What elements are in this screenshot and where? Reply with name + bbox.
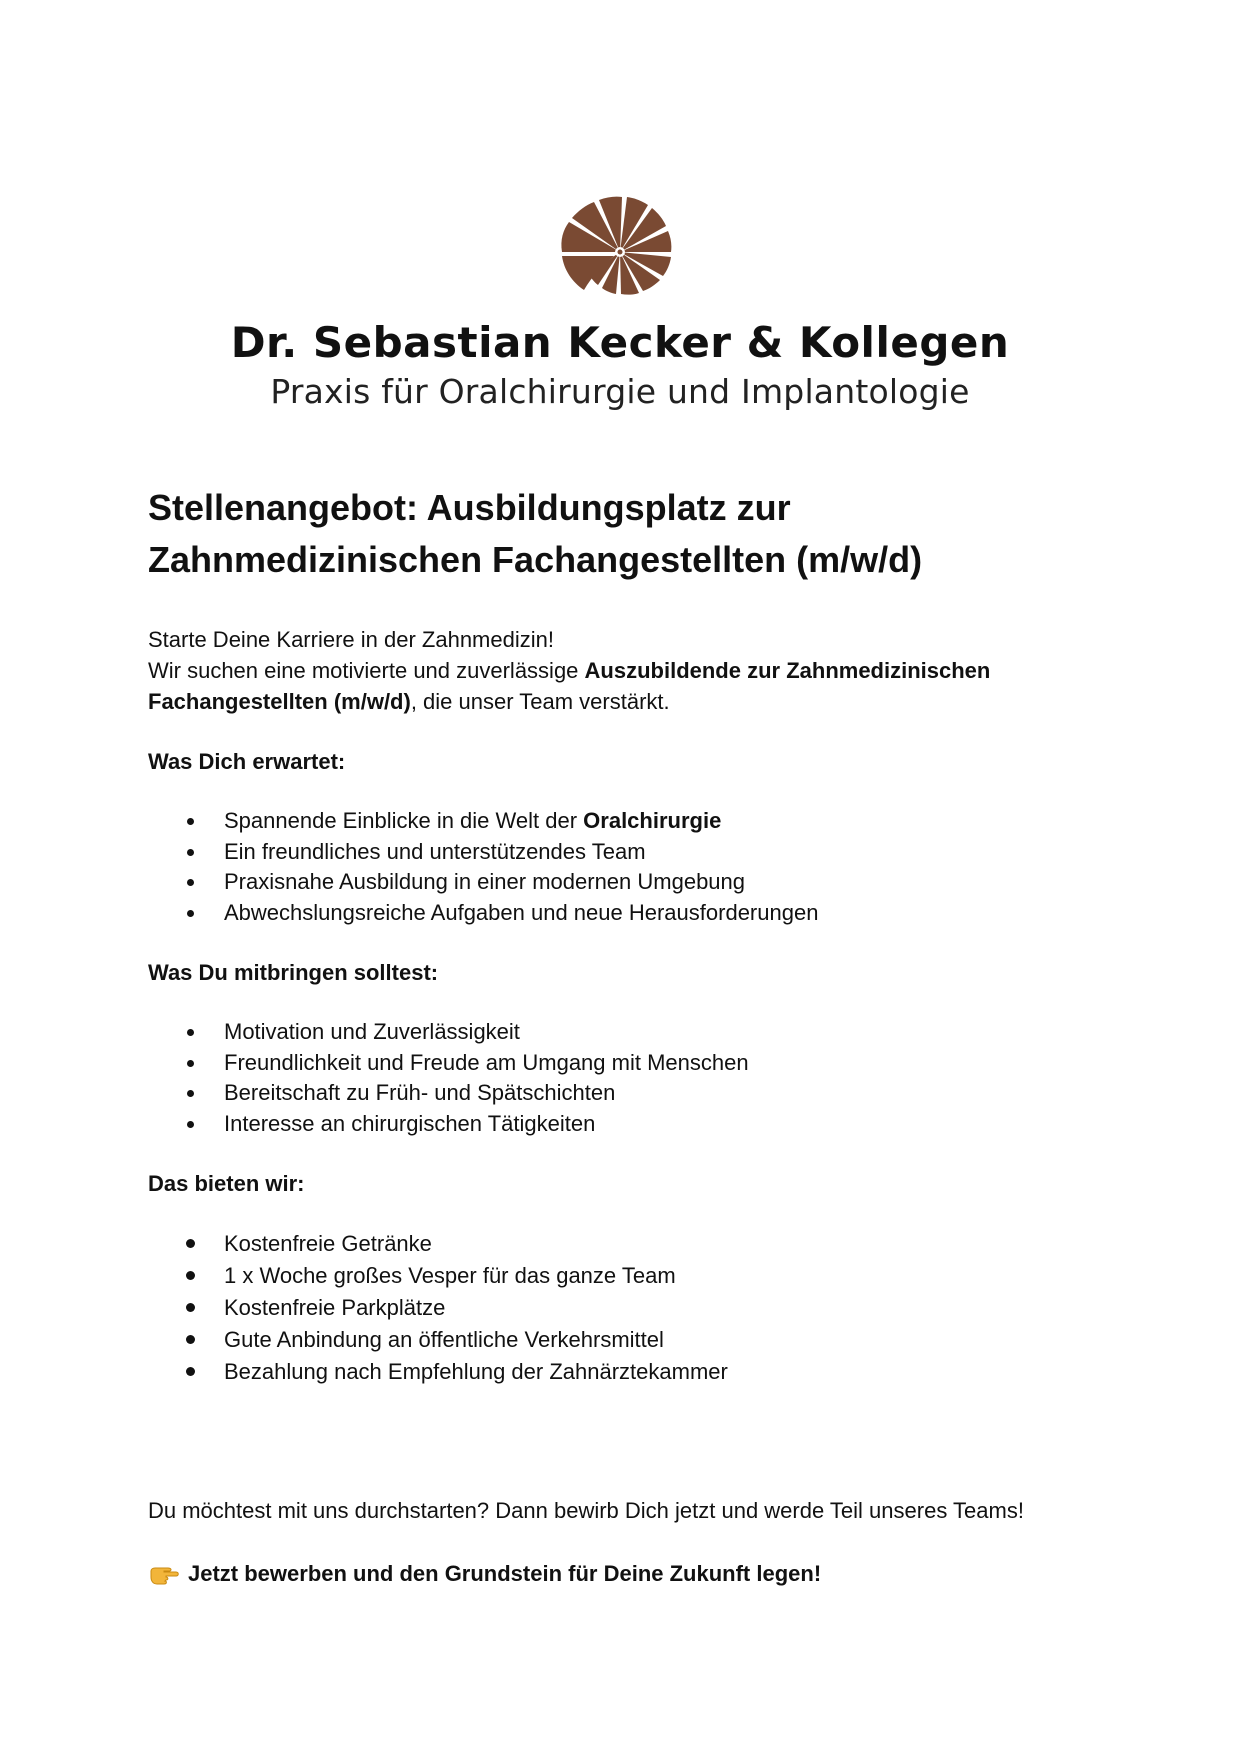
list-bring	[148, 1017, 1108, 1139]
bullet-icon	[187, 1090, 194, 1097]
bullet-icon	[187, 879, 194, 886]
section-heading-bring: Was Du mitbringen solltest:	[148, 960, 439, 985]
pointing-hand-icon	[148, 1560, 182, 1588]
list-item	[148, 898, 1108, 929]
bullet-icon	[187, 1121, 194, 1128]
job-title	[148, 482, 1108, 586]
intro-line3-suffix: , die unser Team verstärkt.	[410, 689, 670, 714]
list-item	[148, 1260, 1108, 1292]
bullet-icon	[186, 1367, 195, 1376]
bullet-icon	[187, 910, 194, 917]
list-item-text: Interesse an chirurgischen Tätigkeiten	[224, 1110, 596, 1136]
cta-text: Jetzt bewerben und den Grundstein für Deine Zukunft legen!	[188, 1561, 822, 1586]
list-expect	[148, 806, 1108, 928]
list-item	[148, 806, 1108, 837]
list-item-text: Bezahlung nach Empfehlung der Zahnärztekammer	[224, 1359, 728, 1384]
job-title-line2: Zahnmedizinischen Fachangestellten (m/w/d)	[148, 539, 923, 580]
list-item-text: Freundlichkeit und Freude am Umgang mit Menschen	[224, 1049, 749, 1075]
list-offer	[148, 1228, 1108, 1388]
intro-line2-prefix: Wir suchen eine motivierte und zuverlässige	[148, 658, 585, 683]
call-to-action	[148, 1558, 1128, 1589]
list-item-text: Kostenfreie Parkplätze	[224, 1295, 446, 1320]
list-item-text: 1 x Woche großes Vesper für das ganze Team	[224, 1263, 676, 1288]
list-item	[148, 837, 1108, 868]
intro-line1: Starte Deine Karriere in der Zahnmedizin!	[148, 627, 554, 652]
list-item-text: Praxisnahe Ausbildung in einer modernen Umgebung	[224, 869, 746, 894]
list-item	[148, 1109, 1108, 1140]
section-heading-offer: Das bieten wir:	[148, 1171, 305, 1196]
list-item-text: Spannende Einblicke in die Welt der	[224, 808, 584, 833]
list-item-text: Ein freundliches und unterstützendes Team	[224, 838, 646, 864]
bullet-icon	[187, 1029, 194, 1036]
list-item-text: Gute Anbindung an öffentliche Verkehrsmittel	[224, 1327, 664, 1352]
list-item-text: Kostenfreie Getränke	[224, 1231, 432, 1256]
bullet-icon	[186, 1239, 195, 1248]
bullet-icon	[187, 849, 194, 856]
bullet-icon	[186, 1271, 195, 1280]
section-heading-expect: Was Dich erwartet:	[148, 749, 346, 774]
list-item	[148, 1078, 1108, 1109]
intro-line2-bold: Auszubildende zur Zahnmedizinischen	[584, 658, 991, 683]
bullet-icon	[186, 1335, 195, 1344]
bullet-icon	[187, 1060, 194, 1067]
intro-line3-bold: Fachangestellten (m/w/d)	[148, 689, 411, 714]
list-item-text: Abwechslungsreiche Aufgaben und neue Herausforderungen	[224, 899, 819, 925]
list-item	[148, 1017, 1108, 1048]
logo	[0, 190, 1240, 302]
list-item	[148, 1292, 1108, 1324]
intro-paragraph	[148, 624, 1108, 717]
practice-name: Dr. Sebastian Kecker & Kollegen	[230, 318, 1010, 367]
outro-text: Du möchtest mit uns durchstarten? Dann bewirb Dich jetzt und werde Teil unseres Teams!	[148, 1498, 1024, 1523]
list-item-bold-text: Oralchirurgie	[583, 808, 722, 833]
list-item	[148, 1228, 1108, 1260]
list-item	[148, 1324, 1108, 1356]
bullet-icon	[186, 1303, 195, 1312]
nautilus-shell-icon	[554, 190, 686, 302]
list-item	[148, 1048, 1108, 1079]
list-item-text: Bereitschaft zu Früh- und Spätschichten	[224, 1080, 616, 1105]
list-item	[148, 867, 1108, 898]
bullet-icon	[187, 818, 194, 825]
job-title-line1: Stellenangebot: Ausbildungsplatz zur	[148, 487, 791, 528]
list-item	[148, 1356, 1108, 1388]
main-content	[148, 482, 1108, 1388]
practice-subtitle: Praxis für Oralchirurgie und Implantologie	[270, 372, 970, 411]
list-item-text: Motivation und Zuverlässigkeit	[224, 1019, 520, 1044]
